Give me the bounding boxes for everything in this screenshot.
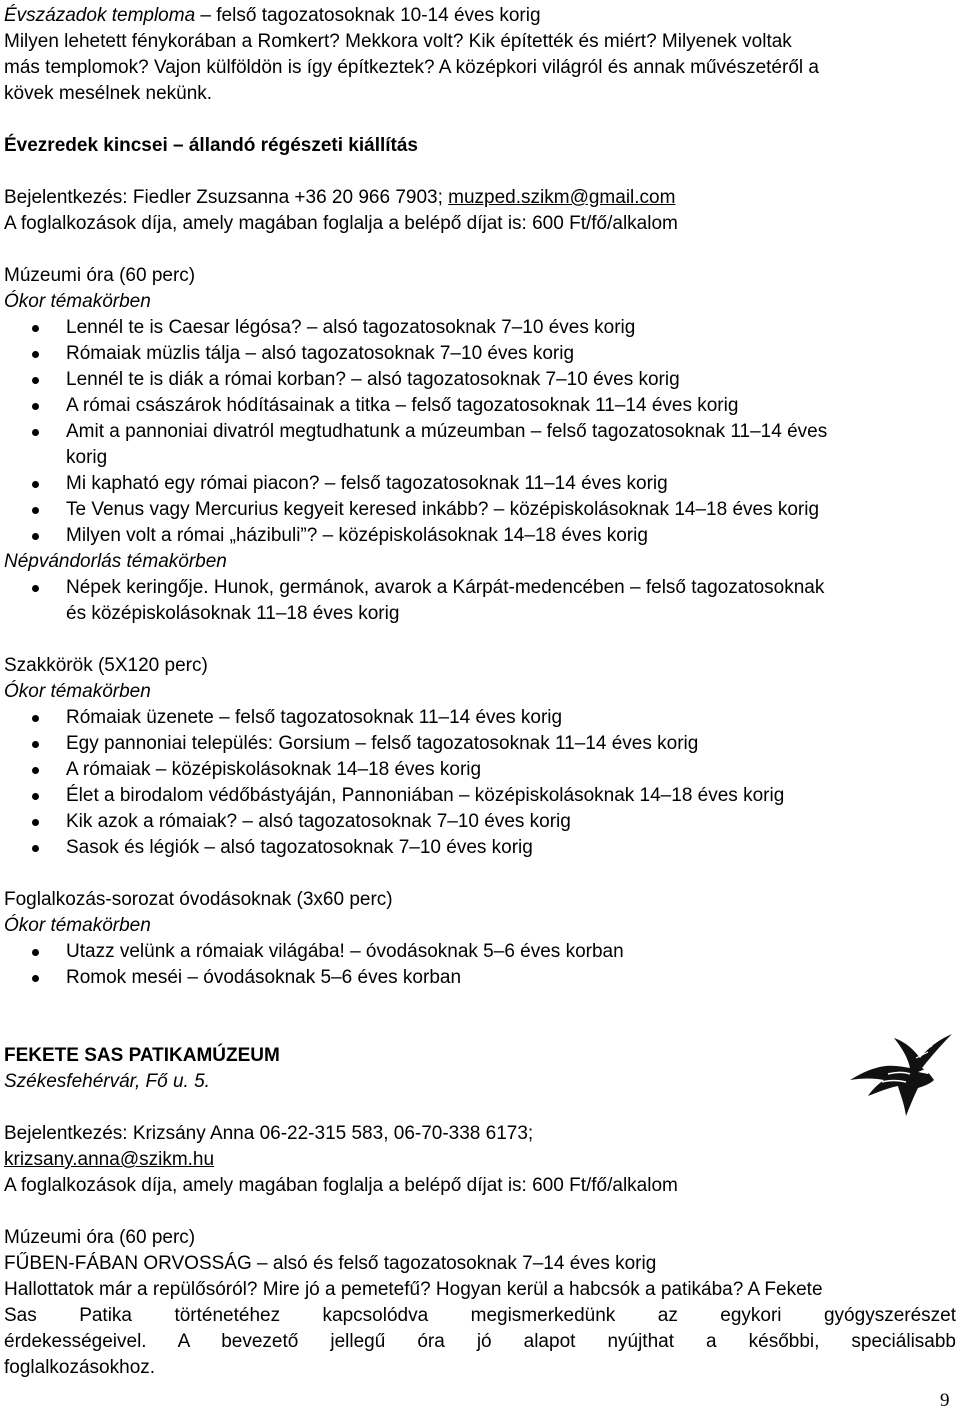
list-item	[4, 315, 956, 341]
list-item	[4, 497, 956, 523]
museum-lessons-heading: Múzeumi óra (60 perc)	[4, 265, 196, 286]
item-audience: – alsó tagozatosoknak 7–10 éves korig	[199, 837, 533, 858]
item-audience: – középiskolásoknak 14–18 éves korig	[453, 785, 785, 806]
pharmacy-desc-line4: foglalkozásokhoz.	[4, 1357, 156, 1378]
pharmacy-fee: A foglalkozások díja, amely magában foglalja a belépő díjat is: 600 Ft/fő/alkalom	[4, 1175, 678, 1196]
list-item	[4, 705, 956, 731]
item-title: Milyen volt a római „házibuli”?	[66, 525, 318, 546]
list-item	[4, 939, 956, 965]
item-audience: – alsó tagozatosoknak 7–10 éves korig	[301, 317, 636, 338]
item-title: A római császárok hódításainak a titka	[66, 395, 391, 416]
antiquity-lesson-list	[4, 315, 956, 549]
migration-lesson-list	[4, 575, 956, 627]
pharmacy-desc-line2: Sas Patika történetéhez kapcsolódva megismerkedünk az egykori gyógyszerészet	[4, 1305, 956, 1326]
clubs-subheading: Ókor témakörben	[4, 681, 151, 702]
item-audience: – alsó tagozatosoknak 7–10 éves korig	[345, 369, 680, 390]
item-title: Lennél te is diák a római korban?	[66, 369, 346, 390]
exhibition-booking: Bejelentkezés: Fiedler Zsuzsanna +36 20 966 7903;	[4, 187, 449, 208]
intro-title: Évszázadok temploma	[4, 5, 196, 26]
item-audience-continued: és középiskolásoknak 11–18 éves korig	[66, 603, 400, 624]
page-number: 9	[940, 1390, 950, 1411]
pharmacy-desc-line1: Hallottatok már a repülősóról? Mire jó a pemetefű? Hogyan kerül a habcsók a patikába? A Fekete	[4, 1279, 823, 1300]
item-title: Sasok és légiók	[66, 837, 200, 858]
document-page	[4, 3, 956, 1381]
item-title: Népek keringője. Hunok, germánok, avarok a Kárpát-medencében	[66, 577, 625, 598]
list-item	[4, 575, 956, 627]
item-title: Rómaiak üzenete	[66, 707, 214, 728]
exhibition-fee: A foglalkozások díja, amely magában foglalja a belépő díjat is: 600 Ft/fő/alkalom	[4, 213, 678, 234]
list-item	[4, 523, 956, 549]
item-audience: – felső tagozatosoknak 11–14 éves korig	[390, 395, 739, 416]
pharmacy-email-link[interactable]: krizsany.anna@szikm.hu	[4, 1149, 215, 1170]
intro-desc-line3: kövek mesélnek nekünk.	[4, 83, 213, 104]
item-title: Romok meséi	[66, 967, 183, 988]
kindergarten-subheading: Ókor témakörben	[4, 915, 151, 936]
item-audience: – felső tagozatosoknak 11–14 éves korig	[213, 707, 563, 728]
eagle-logo-icon	[848, 1030, 958, 1120]
item-audience: – óvodásoknak 5–6 éves korban	[182, 967, 462, 988]
pharmacy-lesson-audience: – alsó és felső tagozatosoknak 7–14 éves korig	[251, 1253, 657, 1274]
item-audience: – középiskolásoknak 14–18 éves korig	[488, 499, 820, 520]
item-title: Lennél te is Caesar légósa?	[66, 317, 302, 338]
item-audience: – felső tagozatosoknak 11–14 éves korig	[319, 473, 668, 494]
list-item	[4, 419, 956, 471]
pharmacy-lesson-line	[4, 1251, 956, 1277]
item-audience: – felső tagozatosoknak 11–14 éves korig	[350, 733, 699, 754]
item-audience: – felső tagozatosoknak 11–14 éves	[525, 421, 828, 442]
pharmacy-lesson-heading: Múzeumi óra (60 perc)	[4, 1227, 196, 1248]
item-audience: – középiskolásoknak 14–18 éves korig	[317, 525, 648, 546]
intro-desc-line2: más templomok? Vajon külföldön is így építkeztek? A középkori világról és annak művészetéről a	[4, 57, 819, 78]
item-audience: – óvodásoknak 5–6 éves korban	[344, 941, 624, 962]
item-title: Élet a birodalom védőbástyáján, Pannoniában	[66, 785, 454, 806]
clubs-heading: Szakkörök (5X120 perc)	[4, 655, 208, 676]
list-item	[4, 367, 956, 393]
list-item	[4, 809, 956, 835]
item-audience: – felső tagozatosoknak	[624, 577, 825, 598]
list-item	[4, 341, 956, 367]
exhibition-booking-line	[4, 185, 956, 211]
item-title: Kik azok a rómaiak?	[66, 811, 238, 832]
item-title: Utazz velünk a rómaiak világába!	[66, 941, 345, 962]
intro-title-line	[4, 3, 956, 29]
migration-heading: Népvándorlás témakörben	[4, 551, 227, 572]
item-title: Mi kapható egy római piacon?	[66, 473, 320, 494]
pharmacy-booking: Bejelentkezés: Krizsány Anna 06-22-315 583, 06-70-338 6173;	[4, 1123, 534, 1144]
pharmacy-address: Székesfehérvár, Fő u. 5.	[4, 1071, 210, 1092]
list-item	[4, 757, 956, 783]
list-item	[4, 835, 956, 861]
item-title: Amit a pannoniai divatról megtudhatunk a múzeumban	[66, 421, 526, 442]
item-title: Rómaiak müzlis tálja	[66, 343, 241, 364]
item-title: Egy pannoniai település: Gorsium	[66, 733, 351, 754]
item-title: Te Venus vagy Mercurius kegyeit keresed inkább?	[66, 499, 489, 520]
antiquity-heading: Ókor témakörben	[4, 291, 151, 312]
item-title: A rómaiak	[66, 759, 151, 780]
pharmacy-name: FEKETE SAS PATIKAMÚZEUM	[4, 1045, 280, 1066]
list-item	[4, 471, 956, 497]
list-item	[4, 783, 956, 809]
pharmacy-lesson-title: FŰBEN-FÁBAN ORVOSSÁG	[4, 1253, 252, 1274]
kindergarten-list	[4, 939, 956, 991]
exhibition-email-link[interactable]: muzped.szikm@gmail.com	[448, 187, 676, 208]
item-audience: – középiskolásoknak 14–18 éves korig	[150, 759, 482, 780]
list-item	[4, 731, 956, 757]
exhibition-title: Évezredek kincsei – állandó régészeti kiállítás	[4, 135, 418, 156]
pharmacy-desc-line3: érdekességeivel. A bevezető jellegű óra jó alapot nyújthat a későbbi, speciálisabb	[4, 1331, 956, 1352]
list-item	[4, 393, 956, 419]
item-audience: – alsó tagozatosoknak 7–10 éves korig	[240, 343, 575, 364]
kindergarten-heading: Foglalkozás-sorozat óvodásoknak (3x60 perc)	[4, 889, 393, 910]
list-item	[4, 965, 956, 991]
intro-desc-line1: Milyen lehetett fénykorában a Romkert? Mekkora volt? Kik építették és miért? Milyenek voltak	[4, 31, 792, 52]
item-audience-continued: korig	[66, 447, 108, 468]
clubs-list	[4, 705, 956, 861]
intro-audience: – felső tagozatosoknak 10-14 éves korig	[195, 5, 541, 26]
item-audience: – alsó tagozatosoknak 7–10 éves korig	[237, 811, 571, 832]
